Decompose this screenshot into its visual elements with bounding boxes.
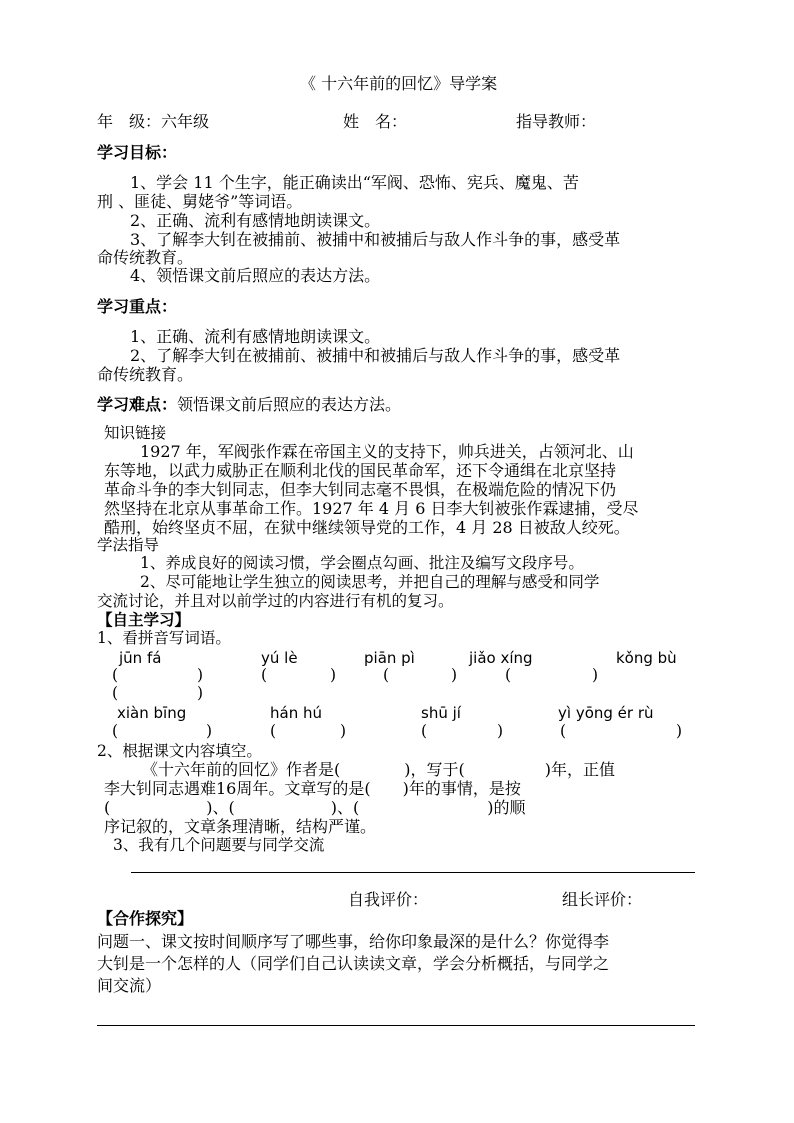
cooperation-heading: 【合作探究】 xyxy=(97,909,194,928)
method-line-3: 交流讨论，并且对以前学过的内容进行有机的复习。 xyxy=(97,592,454,610)
answer-blank[interactable]: ) xyxy=(206,722,213,740)
answer-line[interactable] xyxy=(131,872,695,873)
goal-line-6: 4、领悟课文前后照应的表达方法。 xyxy=(130,266,381,285)
answer-blank[interactable]: ( xyxy=(112,722,119,740)
teacher-field: 指导教师： xyxy=(516,112,597,131)
pinyin-jiaoxing: jiǎo xíng xyxy=(469,649,533,667)
pinyin-hanhu: hán hú xyxy=(270,704,322,722)
self-study-q1: 1、看拼音写词语。 xyxy=(97,629,231,647)
pinyin-yule: yú lè xyxy=(261,649,298,667)
keypoint-line-2: 2、了解李大钊在被捕前、被捕中和被捕后与敌人作斗争的事，感受革 xyxy=(130,346,621,365)
method-line-1: 1、养成良好的阅读习惯，学会圈点勾画、批注及编写文段序号。 xyxy=(140,554,584,572)
pinyin-xianbing: xiàn bīng xyxy=(117,704,187,722)
cooperation-line-2: 大钊是一个怎样的人（同学们自己认读读文章，学会分析概括，与同学之 xyxy=(97,954,610,973)
keypoint-line-1: 1、正确、流利有感情地朗读课文。 xyxy=(130,327,381,346)
answer-blank[interactable]: ( xyxy=(560,722,567,740)
answer-blank[interactable]: ) xyxy=(497,722,504,740)
self-study-q3: 3、我有几个问题要与同学交流 xyxy=(113,836,325,854)
answer-blank[interactable]: ) xyxy=(451,666,458,684)
knowledge-line-3: 革命斗争的李大钊同志，但李大钊同志毫不畏惧，在极端危险的情况下仍 xyxy=(104,480,617,499)
answer-blank[interactable]: ( xyxy=(383,666,390,684)
knowledge-line-1: 1927 年，军阀张作霖在帝国主义的支持下，帅兵进关，占领河北、山 xyxy=(140,442,634,461)
pinyin-kongbu: kǒng bù xyxy=(616,649,677,667)
keypoints-heading: 学习重点： xyxy=(97,297,178,316)
fill-line-2: 李大钊同志遇难16周年。文章写的是( )年的事情，是按 xyxy=(104,779,521,798)
fill-line-1: 《十六年前的回忆》作者是( )，写于( )年，正值 xyxy=(142,760,615,779)
answer-blank[interactable]: ( xyxy=(112,684,119,702)
difficulty-text: 领悟课文前后照应的表达方法。 xyxy=(177,395,402,414)
knowledge-line-4: 然坚持在北京从事革命工作。1927 年 4 月 6 日李大钊被张作霖逮捕，受尽 xyxy=(104,499,639,518)
goal-line-1: 1、学会 11 个生字，能正确读出“军阀、恐怖、宪兵、魔鬼、苦 xyxy=(130,173,579,192)
goal-line-5: 命传统教育。 xyxy=(97,248,194,267)
grade-field: 年 级：六年级 xyxy=(97,112,210,131)
method-line-2: 2、尽可能地让学生独立的阅读思考，并把自己的理解与感受和同学 xyxy=(140,573,600,591)
answer-blank[interactable]: ( xyxy=(270,722,277,740)
difficulty-line xyxy=(97,397,401,413)
goal-line-2: 刑 、匪徒、舅姥爷”等词语。 xyxy=(97,192,303,211)
pinyin-yiyongerru: yì yōng ér rù xyxy=(558,704,654,722)
self-evaluation: 自我评价： xyxy=(348,890,429,909)
knowledge-heading: 知识链接 xyxy=(104,424,167,442)
answer-blank[interactable]: ( xyxy=(421,722,428,740)
keypoint-line-3: 命传统教育。 xyxy=(97,365,194,384)
goals-heading: 学习目标： xyxy=(97,143,178,162)
fill-line-3: ( )、( )、( )的顺 xyxy=(104,798,526,817)
difficulty-heading: 学习难点： xyxy=(97,395,178,414)
leader-evaluation: 组长评价： xyxy=(562,890,643,909)
answer-blank[interactable]: ) xyxy=(197,684,204,702)
goal-line-3: 2、正确、流利有感情地朗读课文。 xyxy=(130,211,381,230)
answer-blank[interactable]: ) xyxy=(330,666,337,684)
answer-blank[interactable]: ( xyxy=(261,666,268,684)
cooperation-line-3: 间交流） xyxy=(97,976,162,995)
self-study-heading: 【自主学习】 xyxy=(97,610,191,629)
answer-blank[interactable]: ) xyxy=(340,722,347,740)
fill-line-4: 序记叙的，文章条理清晰，结构严谨。 xyxy=(104,817,377,836)
pinyin-pianpi: piān pì xyxy=(364,649,415,667)
answer-blank[interactable]: ) xyxy=(592,666,599,684)
answer-line[interactable] xyxy=(97,1025,695,1026)
name-field: 姓 名： xyxy=(343,112,408,131)
goal-line-4: 3、了解李大钊在被捕前、被捕中和被捕后与敌人作斗争的事，感受革 xyxy=(130,230,621,249)
knowledge-line-5: 酷刑，始终坚贞不屈，在狱中继续领导党的工作，4 月 28 日被敌人绞死。 xyxy=(104,518,630,537)
page-title: 《 十六年前的回忆》导学案 xyxy=(300,74,498,93)
answer-blank[interactable]: ) xyxy=(676,722,683,740)
pinyin-shuji: shū jí xyxy=(421,704,461,722)
self-study-q2: 2、根据课文内容填空。 xyxy=(97,742,262,760)
answer-blank[interactable]: ( xyxy=(112,666,119,684)
answer-blank[interactable]: ( xyxy=(505,666,512,684)
cooperation-line-1: 问题一、课文按时间顺序写了哪些事，给你印象最深的是什么？你觉得李 xyxy=(97,932,610,951)
knowledge-line-2: 东等地，以武力威胁正在顺利北伐的国民革命军，还下令通缉在北京坚持 xyxy=(104,461,617,480)
answer-blank[interactable]: ) xyxy=(197,666,204,684)
method-heading: 学法指导 xyxy=(97,536,160,554)
pinyin-junfa: jūn fá xyxy=(119,649,162,667)
